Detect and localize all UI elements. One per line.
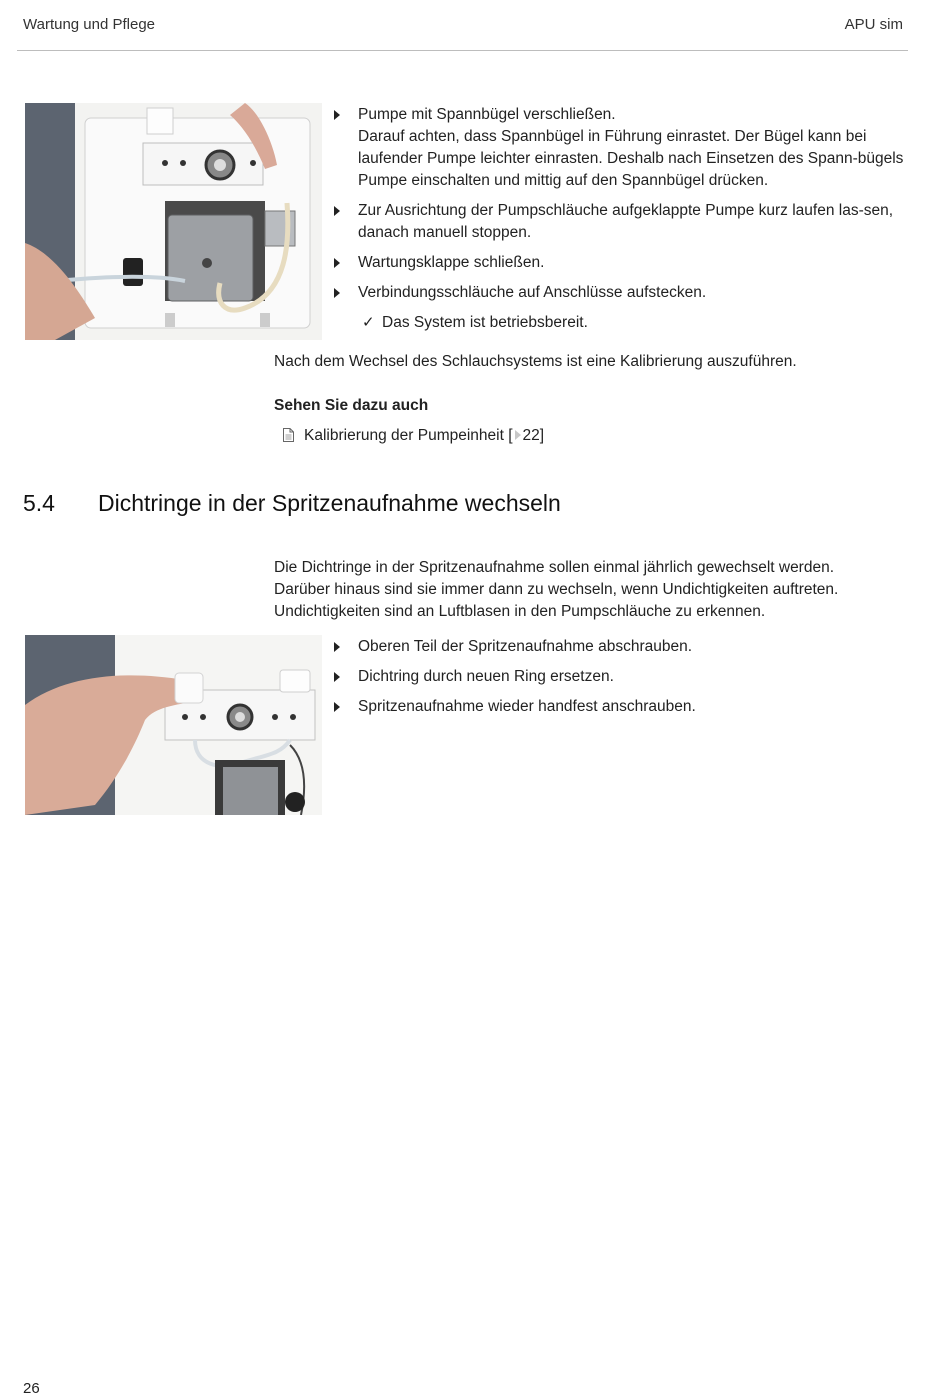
step-bullet-icon — [334, 206, 340, 216]
page-number: 26 — [23, 1380, 40, 1397]
step-title: Wartungsklappe schließen. — [358, 254, 545, 271]
result-text: Das System ist betriebsbereit. — [382, 314, 588, 331]
step-item — [274, 636, 904, 658]
section-title: Dichtringe in der Spritzenaufnahme wechseln — [98, 490, 561, 516]
step-item — [274, 252, 904, 274]
step-bullet-icon — [334, 702, 340, 712]
step-title: Dichtring durch neuen Ring ersetzen. — [358, 668, 614, 685]
see-also-link[interactable] — [274, 425, 904, 447]
steps-list-1 — [274, 104, 904, 334]
see-also-heading: Sehen Sie dazu auch — [274, 397, 429, 414]
intro-line: Undichtigkeiten sind an Luftblasen in den Pumpschläuche zu erkennen. — [274, 603, 766, 620]
intro-line: Die Dichtringe in der Spritzenaufnahme sollen einmal jährlich gewechselt werden. — [274, 559, 835, 576]
section-number: 5.4 — [23, 490, 55, 516]
document-icon — [283, 428, 294, 442]
step-title: Zur Ausrichtung der Pumpschläuche aufgeklappte Pumpe kurz laufen las-sen, danach manuell stoppen. — [358, 202, 894, 241]
step-result — [274, 312, 904, 334]
intro-line: Darüber hinaus sind sie immer dann zu wechseln, wenn Undichtigkeiten auftreten. — [274, 581, 839, 598]
step-bullet-icon — [334, 258, 340, 268]
steps-list-2 — [274, 636, 904, 718]
page-arrow-icon — [515, 430, 521, 440]
running-header-left: Wartung und Pflege — [23, 16, 156, 33]
step-item — [274, 104, 904, 192]
step-item — [274, 200, 904, 244]
step-item — [274, 696, 904, 718]
calibration-note: Nach dem Wechsel des Schlauchsystems ist eine Kalibrierung auszuführen. — [274, 353, 797, 370]
running-header-right: APU sim — [844, 16, 903, 33]
step-title: Spritzenaufnahme wieder handfest anschrauben. — [358, 698, 696, 715]
header-divider — [17, 50, 908, 51]
link-page[interactable]: 22] — [522, 427, 545, 444]
see-also — [274, 395, 904, 447]
section-intro — [274, 557, 904, 623]
step-title: Oberen Teil der Spritzenaufnahme abschrauben. — [358, 638, 693, 655]
checkmark-icon: ✓ — [362, 314, 375, 331]
step-detail: Darauf achten, dass Spannbügel in Führung einrastet. Der Bügel kann bei laufender Pumpe leichter einrasten. Deshalb nach Einsetzen des Spann-bügels Pumpe einschalten und mittig auf den Spannbügel drücken. — [358, 128, 904, 189]
step-item — [274, 666, 904, 688]
step-title: Verbindungsschläuche auf Anschlüsse aufstecken. — [358, 284, 707, 301]
link-text[interactable]: Kalibrierung der Pumpeinheit [ — [304, 427, 513, 444]
step-title: Pumpe mit Spannbügel verschließen. — [358, 106, 616, 123]
step-bullet-icon — [334, 110, 340, 120]
step-item — [274, 282, 904, 304]
step-bullet-icon — [334, 642, 340, 652]
step-bullet-icon — [334, 672, 340, 682]
step-bullet-icon — [334, 288, 340, 298]
